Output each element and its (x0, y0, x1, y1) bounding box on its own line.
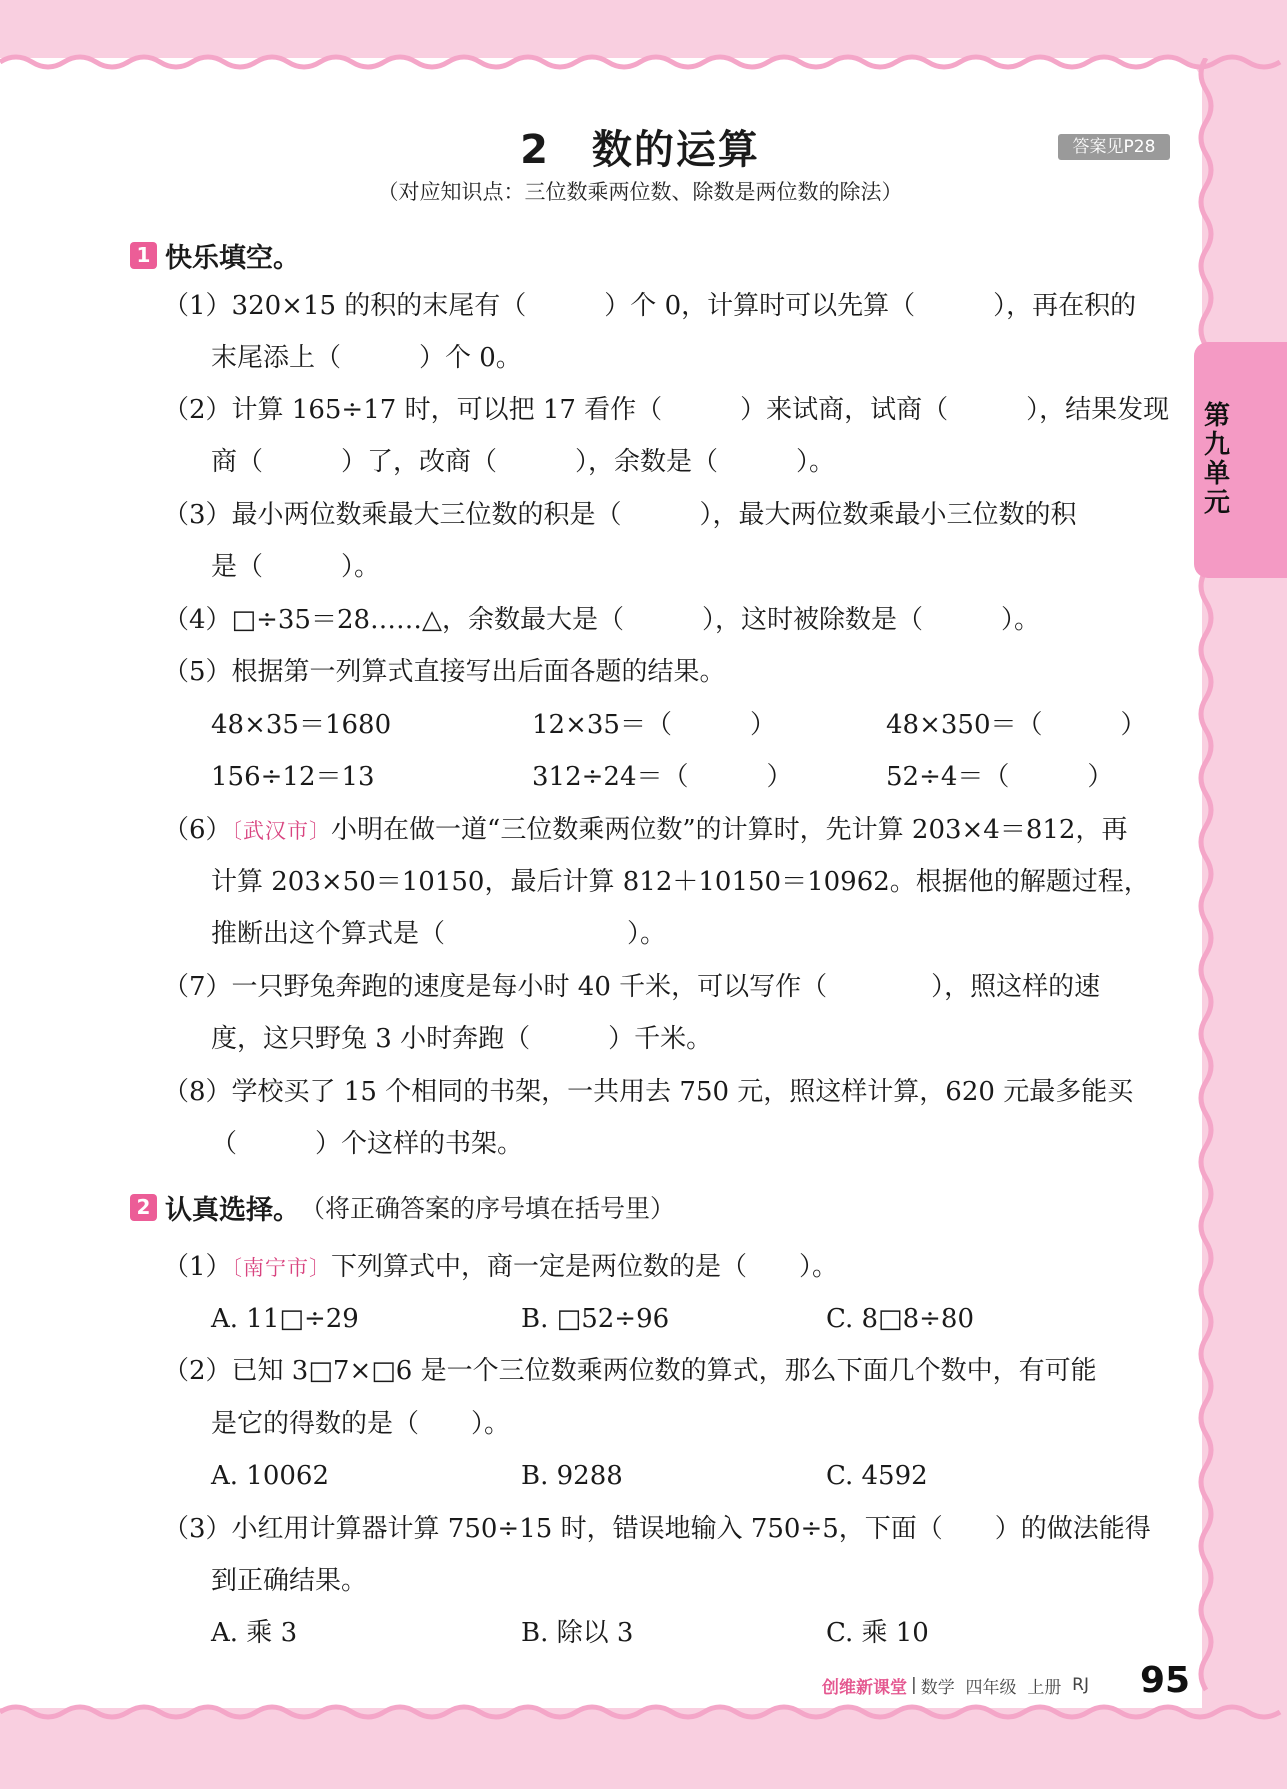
s1-question-6-line-1 (163, 810, 1127, 850)
s1-q5-row2-col1: 156÷12＝13 (211, 762, 375, 792)
s1-question-5: （5）根据第一列算式直接写出后面各题的结果。 (163, 657, 726, 687)
s2-q2-option-c: C. 4592 (826, 1461, 928, 1491)
answer-reference-badge: 答案见P28 (1058, 134, 1170, 160)
section-1-heading (130, 235, 300, 275)
s1-question-7-line-2: 度，这只野兔 3 小时奔跑（ ）千米。 (211, 1024, 713, 1054)
wavy-border-top (0, 50, 1287, 74)
section-1-title: 快乐填空。 (165, 242, 300, 274)
s1-q5-row1-col3: 48×350＝（ ） (886, 710, 1147, 740)
s1-question-1-line-2: 末尾添上（ ）个 0。 (211, 343, 522, 373)
s1-question-6-line-3: 推断出这个算式是（ ）。 (211, 919, 667, 949)
s1-q5-row2-col2: 312÷24＝（ ） (532, 762, 793, 792)
wavy-border-bottom (0, 1700, 1287, 1724)
s2-q1-prefix: （1） (163, 1252, 232, 1282)
s1-question-8-line-1: （8）学校买了 15 个相同的书架，一共用去 750 元，照这样计算，620 元最多能买 (163, 1077, 1134, 1107)
page-title: 2 数的运算 (520, 127, 760, 173)
s1-q5-row1-col1: 48×35＝1680 (211, 710, 392, 740)
s1-q5-row2-col3: 52÷4＝（ ） (886, 762, 1114, 792)
s2-q1-text: 下列算式中，商一定是两位数的是（ ）。 (331, 1252, 839, 1282)
unit-side-tab-label: 第九单元 (1203, 401, 1230, 518)
section-2-title: 认真选择。 (165, 1194, 300, 1226)
s2-q1-region-tag: 〔南宁市〕 (231, 1256, 332, 1280)
page-number: 95 (1140, 1660, 1191, 1701)
s2-question-2-line-2: 是它的得数的是（ ）。 (211, 1409, 511, 1439)
section-1-number-badge: 1 (130, 242, 157, 269)
footer-brand: 创维新课堂 (822, 1677, 907, 1698)
section-2-number-badge: 2 (130, 1194, 157, 1221)
s1-q6-text: 小明在做一道“三位数乘两位数”的计算时，先计算 203×4＝812，再 (331, 815, 1128, 845)
s1-question-3-line-1: （3）最小两位数乘最大三位数的积是（ ），最大两位数乘最小三位数的积 (163, 500, 1077, 530)
s1-question-2-line-1: （2）计算 165÷17 时，可以把 17 看作（ ）来试商，试商（ ），结果发现 (163, 395, 1170, 425)
s2-q1-option-a: A. 11□÷29 (211, 1304, 359, 1334)
s1-question-1-line-1: （1）320×15 的积的末尾有（ ）个 0，计算时可以先算（ ），再在积的 (163, 291, 1137, 321)
s2-question-2-line-1: （2）已知 3□7×□6 是一个三位数乘两位数的算式，那么下面几个数中，有可能 (163, 1356, 1097, 1386)
s1-question-6-line-2: 计算 203×50＝10150，最后计算 812＋10150＝10962。根据他的解题过程， (211, 867, 1150, 897)
s2-q1-option-c: C. 8□8÷80 (826, 1304, 975, 1334)
s2-q2-option-b: B. 9288 (521, 1461, 623, 1491)
wavy-border-right (1194, 58, 1218, 1708)
s2-q2-option-a: A. 10062 (211, 1461, 330, 1491)
s1-question-8-line-2: （ ）个这样的书架。 (211, 1129, 524, 1159)
footer-volume: 上册 (1027, 1677, 1062, 1698)
page-footer (822, 1665, 1089, 1705)
s1-question-7-line-1: （7）一只野兔奔跑的速度是每小时 40 千米，可以写作（ ），照这样的速 (163, 972, 1101, 1002)
footer-subject: 数学 (920, 1677, 955, 1698)
s1-q6-region-tag: 〔武汉市〕 (231, 819, 332, 843)
s2-q1-option-b: B. □52÷96 (521, 1304, 670, 1334)
s1-q5-row1-col2: 12×35＝（ ） (532, 710, 776, 740)
s2-question-1 (163, 1247, 838, 1287)
s2-q3-option-b: B. 除以 3 (521, 1618, 634, 1648)
s2-q3-option-a: A. 乘 3 (211, 1618, 298, 1648)
knowledge-points-subtitle: （对应知识点：三位数乘两位数、除数是两位数的除法） (377, 180, 903, 204)
s1-question-4: （4）□÷35＝28……△，余数最大是（ ），这时被除数是（ ）。 (163, 605, 1041, 635)
s2-q3-option-c: C. 乘 10 (826, 1618, 929, 1648)
footer-edition: RJ (1072, 1675, 1089, 1695)
section-2-heading (130, 1187, 675, 1227)
s2-question-3-line-1: （3）小红用计算器计算 750÷15 时，错误地输入 750÷5，下面（ ）的做法能得 (163, 1514, 1151, 1544)
s1-question-2-line-2: 商（ ）了，改商（ ），余数是（ ）。 (211, 447, 836, 477)
s1-question-3-line-2: 是（ ）。 (211, 552, 381, 582)
footer-grade: 四年级 (965, 1677, 1017, 1698)
section-2-instruction: （将正确答案的序号填在括号里） (300, 1194, 676, 1223)
footer-divider: | (911, 1675, 917, 1695)
s1-q6-prefix: （6） (163, 815, 232, 845)
s2-question-3-line-2: 到正确结果。 (211, 1566, 368, 1596)
